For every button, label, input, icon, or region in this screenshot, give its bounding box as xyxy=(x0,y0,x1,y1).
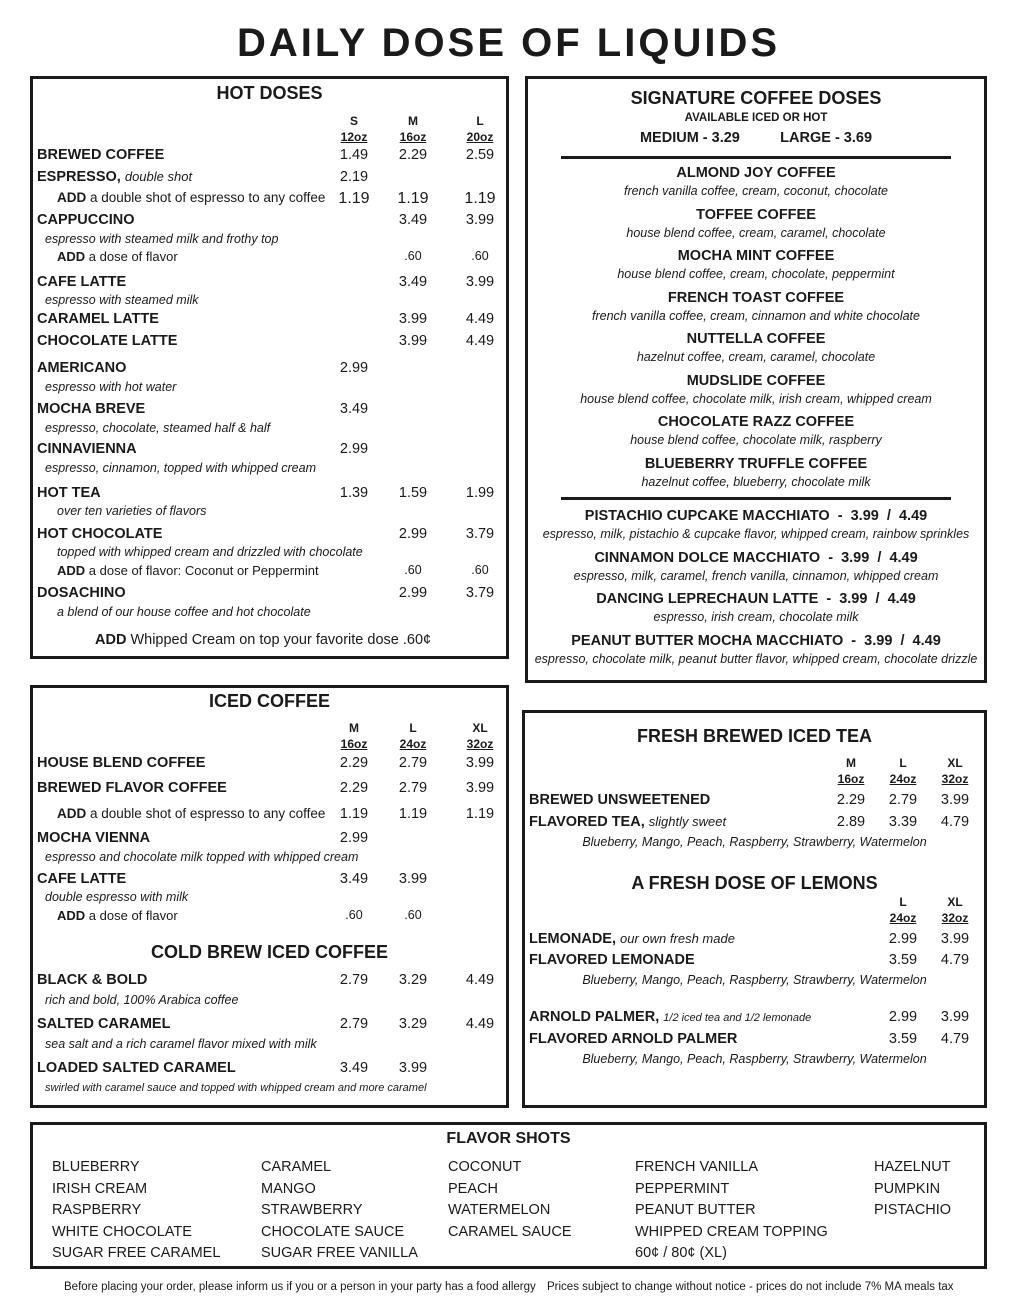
flavor-shots-title: FLAVOR SHOTS xyxy=(446,1130,571,1147)
signature-item-name: ALMOND JOY COFFEE xyxy=(676,165,836,181)
allergy-notice: Before placing your order, please inform us if you or a person in your party has a food allergy xyxy=(64,1281,536,1293)
item-description: swirled with caramel sauce and topped with whipped cream and more caramel xyxy=(45,1082,427,1094)
flavor-item: SUGAR FREE CARAMEL xyxy=(52,1245,221,1261)
signature-item-name: CHOCOLATE RAZZ COFFEE xyxy=(657,414,855,430)
menu-item: CAFE LATTE 3.49 3.99 xyxy=(37,871,428,887)
flavor-item: RASPBERRY xyxy=(52,1202,142,1218)
menu-item: CHOCOLATE LATTE 3.99 4.49 xyxy=(37,333,495,349)
menu-item: FLAVORED TEA, slightly sweet 2.89 3.39 4.79 xyxy=(529,814,970,830)
signature-doses-panel xyxy=(525,76,987,683)
flavor-item: PEPPERMINT xyxy=(635,1180,730,1197)
cold-brew-title: COLD BREW ICED COFFEE xyxy=(151,942,388,962)
menu-addon: ADD a dose of flavor .60 .60 xyxy=(57,249,489,264)
signature-item-description: french vanilla coffee, cream, coconut, chocolate xyxy=(623,184,889,198)
signature-item-description: hazelnut coffee, cream, caramel, chocolate xyxy=(636,350,876,364)
macchiato-item-description: espresso, chocolate milk, peanut butter flavor, whipped cream, chocolate drizzle xyxy=(534,651,978,666)
menu-item: FLAVORED ARNOLD PALMER 3.59 4.79 xyxy=(529,1031,970,1047)
signature-item-name: NUTTELLA COFFEE xyxy=(686,331,826,347)
menu-addon: ADD a dose of flavor .60 .60 xyxy=(57,908,422,923)
flavor-item: PEACH xyxy=(448,1180,498,1197)
flavor-options: Blueberry, Mango, Peach, Raspberry, Strawberry, Watermelon xyxy=(582,1052,927,1066)
flavor-item: MANGO xyxy=(261,1180,316,1197)
flavor-item: WHIPPED CREAM TOPPING xyxy=(635,1223,828,1240)
flavor-column-2 xyxy=(261,1157,418,1265)
item-description: over ten varieties of flavors xyxy=(57,504,207,518)
size-header-m: M 16oz xyxy=(340,721,368,751)
flavor-item: PUMPKIN xyxy=(874,1180,941,1197)
item-description: espresso, cinnamon, topped with whipped cream xyxy=(45,461,316,475)
divider xyxy=(561,497,951,500)
size-header-l: L 20oz xyxy=(466,114,494,144)
iced-tea-panel xyxy=(522,710,987,1108)
size-header-xl: XL 32oz xyxy=(466,721,494,751)
hot-doses-title: HOT DOSES xyxy=(216,83,323,103)
flavor-column-1 xyxy=(52,1157,220,1265)
menu-item: HOT CHOCOLATE 2.99 3.79 xyxy=(37,526,495,542)
lemons-title: A FRESH DOSE OF LEMONS xyxy=(631,873,878,893)
menu-item: MOCHA BREVE 3.49 xyxy=(37,401,369,417)
flavor-item: PISTACHIO xyxy=(874,1202,952,1218)
macchiato-item-description: espresso, milk, pistachio & cupcake flavor, whipped cream, rainbow sprinkles xyxy=(542,527,970,541)
item-description: espresso and chocolate milk topped with whipped cream xyxy=(45,850,359,864)
size-header-m: M 16oz xyxy=(837,756,865,786)
macchiato-item-description: espresso, irish cream, chocolate milk xyxy=(653,610,859,624)
iced-tea-title: FRESH BREWED ICED TEA xyxy=(636,726,872,746)
item-description: rich and bold, 100% Arabica coffee xyxy=(45,993,239,1007)
flavor-options: Blueberry, Mango, Peach, Raspberry, Strawberry, Watermelon xyxy=(582,973,927,987)
flavor-item: FRENCH VANILLA xyxy=(635,1159,759,1175)
menu-item: LEMONADE, our own fresh made 2.99 3.99 xyxy=(529,931,970,947)
menu-item: CAPPUCCINO 3.49 3.99 xyxy=(37,212,495,228)
whipped-cream-addon: ADD Whipped Cream on top your favorite dose .60¢ xyxy=(95,632,432,648)
menu-title: DAILY DOSE OF LIQUIDS xyxy=(236,21,781,65)
price-notice: Prices subject to change without notice - prices do not include 7% MA meals tax xyxy=(547,1281,954,1293)
menu-item: BREWED FLAVOR COFFEE 2.29 2.79 3.99 xyxy=(37,780,495,796)
flavor-item: CARAMEL SAUCE xyxy=(448,1223,572,1240)
flavor-column-4 xyxy=(635,1157,828,1265)
flavor-item: CARAMEL xyxy=(261,1159,332,1175)
macchiato-item-description: espresso, milk, caramel, french vanilla, cinnamon, whipped cream xyxy=(573,568,939,583)
item-description: espresso, chocolate, steamed half & half xyxy=(45,421,271,435)
menu-item: BREWED UNSWEETENED 2.29 2.79 3.99 xyxy=(529,792,970,808)
menu-item: ARNOLD PALMER, 1/2 iced tea and 1/2 lemonade 2.99 3.99 xyxy=(529,1009,970,1025)
menu-item: CINNAVIENNA 2.99 xyxy=(37,441,369,457)
signature-item-description: house blend coffee, cream, caramel, chocolate xyxy=(626,225,886,240)
menu-item: BREWED COFFEE 1.49 2.29 2.59 xyxy=(37,147,495,163)
size-header-l: L 24oz xyxy=(399,721,427,751)
flavor-item: COCONUT xyxy=(448,1159,522,1175)
signature-item-name: TOFFEE COFFEE xyxy=(696,206,816,223)
macchiato-item-name: PEANUT BUTTER MOCHA MACCHIATO - 3.99 / 4.49 xyxy=(571,632,941,649)
signature-item-description: french vanilla coffee, cream, cinnamon and white chocolate xyxy=(592,308,920,323)
flavor-item: PEANUT BUTTER xyxy=(635,1202,756,1218)
iced-coffee-panel xyxy=(30,685,509,1108)
size-header-m: M 16oz xyxy=(399,114,427,144)
menu-item: DOSACHINO 2.99 3.79 xyxy=(37,585,495,601)
menu-item: HOUSE BLEND COFFEE 2.29 2.79 3.99 xyxy=(37,755,495,771)
hot-doses-panel xyxy=(30,76,509,659)
signature-title: SIGNATURE COFFEE DOSES xyxy=(630,88,882,108)
flavor-column-3 xyxy=(448,1157,572,1243)
signature-prices: MEDIUM - 3.29 LARGE - 3.69 xyxy=(639,130,873,146)
menu-item: LOADED SALTED CARAMEL 3.49 3.99 xyxy=(37,1060,428,1076)
signature-item-name: MUDSLIDE COFFEE xyxy=(686,372,826,389)
flavor-price: 60¢ / 80¢ (XL) xyxy=(635,1245,727,1261)
flavor-column-5 xyxy=(874,1157,951,1222)
signature-item-description: house blend coffee, chocolate milk, irish cream, whipped cream xyxy=(580,391,932,406)
iced-coffee-title: ICED COFFEE xyxy=(208,691,330,711)
menu-item: MOCHA VIENNA 2.99 xyxy=(37,830,369,846)
flavor-item: IRISH CREAM xyxy=(52,1180,148,1197)
menu-addon: ADD a dose of flavor: Coconut or Peppermint .60 .60 xyxy=(57,563,489,578)
menu-item: AMERICANO 2.99 xyxy=(37,360,369,376)
signature-item-description: house blend coffee, chocolate milk, raspberry xyxy=(630,433,882,447)
menu-item: SALTED CARAMEL 2.79 3.29 4.49 xyxy=(37,1016,495,1032)
flavor-item: CHOCOLATE SAUCE xyxy=(261,1223,405,1240)
item-description: double espresso with milk xyxy=(45,890,189,904)
signature-item-description: hazelnut coffee, blueberry, chocolate milk xyxy=(641,474,871,489)
menu-item: FLAVORED LEMONADE 3.59 4.79 xyxy=(529,952,970,968)
flavor-item: WATERMELON xyxy=(448,1202,551,1218)
divider xyxy=(561,156,951,159)
menu-item: BLACK & BOLD 2.79 3.29 4.49 xyxy=(37,972,495,988)
menu-item: CARAMEL LATTE 3.99 4.49 xyxy=(37,311,495,327)
macchiato-item-name: CINNAMON DOLCE MACCHIATO - 3.99 / 4.49 xyxy=(594,549,918,566)
flavor-item: WHITE CHOCOLATE xyxy=(52,1223,192,1240)
flavor-item: STRAWBERRY xyxy=(261,1202,363,1218)
size-header-l: L 24oz xyxy=(889,756,917,786)
item-description: espresso with steamed milk xyxy=(45,293,199,307)
flavor-options: Blueberry, Mango, Peach, Raspberry, Strawberry, Watermelon xyxy=(582,835,927,849)
signature-item-name: FRENCH TOAST COFFEE xyxy=(667,289,845,306)
flavor-shots-panel xyxy=(30,1122,987,1269)
item-description: espresso with steamed milk and frothy top xyxy=(45,232,279,246)
macchiato-item-name: DANCING LEPRECHAUN LATTE - 3.99 / 4.49 xyxy=(596,591,916,607)
size-header-s: S 12oz xyxy=(340,114,368,144)
flavor-item: SUGAR FREE VANILLA xyxy=(261,1245,418,1261)
menu-addon: ADD a double shot of espresso to any coffee 1.19 1.19 1.19 xyxy=(57,806,495,822)
macchiato-item-name: PISTACHIO CUPCAKE MACCHIATO - 3.99 / 4.49 xyxy=(584,508,928,524)
item-description: topped with whipped cream and drizzled with chocolate xyxy=(57,545,363,559)
menu-item: ESPRESSO, double shot 2.19 xyxy=(37,169,369,185)
signature-subtitle: AVAILABLE ICED OR HOT xyxy=(684,112,828,124)
size-header-l: L 24oz xyxy=(889,895,917,925)
signature-item-name: MOCHA MINT COFFEE xyxy=(677,248,835,264)
signature-item-name: BLUEBERRY TRUFFLE COFFEE xyxy=(644,455,868,472)
menu-addon: ADD a double shot of espresso to any coffee 1.19 1.19 1.19 xyxy=(57,190,496,207)
item-description: a blend of our house coffee and hot chocolate xyxy=(57,605,311,619)
item-description: sea salt and a rich caramel flavor mixed with milk xyxy=(45,1037,317,1051)
flavor-item: HAZELNUT xyxy=(874,1159,951,1175)
menu-item: CAFE LATTE 3.49 3.99 xyxy=(37,274,495,290)
flavor-item: BLUEBERRY xyxy=(52,1159,140,1175)
size-header-xl: XL 32oz xyxy=(941,756,969,786)
item-description: espresso with hot water xyxy=(45,380,177,394)
menu-item: HOT TEA 1.39 1.59 1.99 xyxy=(37,485,495,501)
signature-item-description: house blend coffee, cream, chocolate, peppermint xyxy=(617,267,895,281)
size-header-xl: XL 32oz xyxy=(941,895,969,925)
